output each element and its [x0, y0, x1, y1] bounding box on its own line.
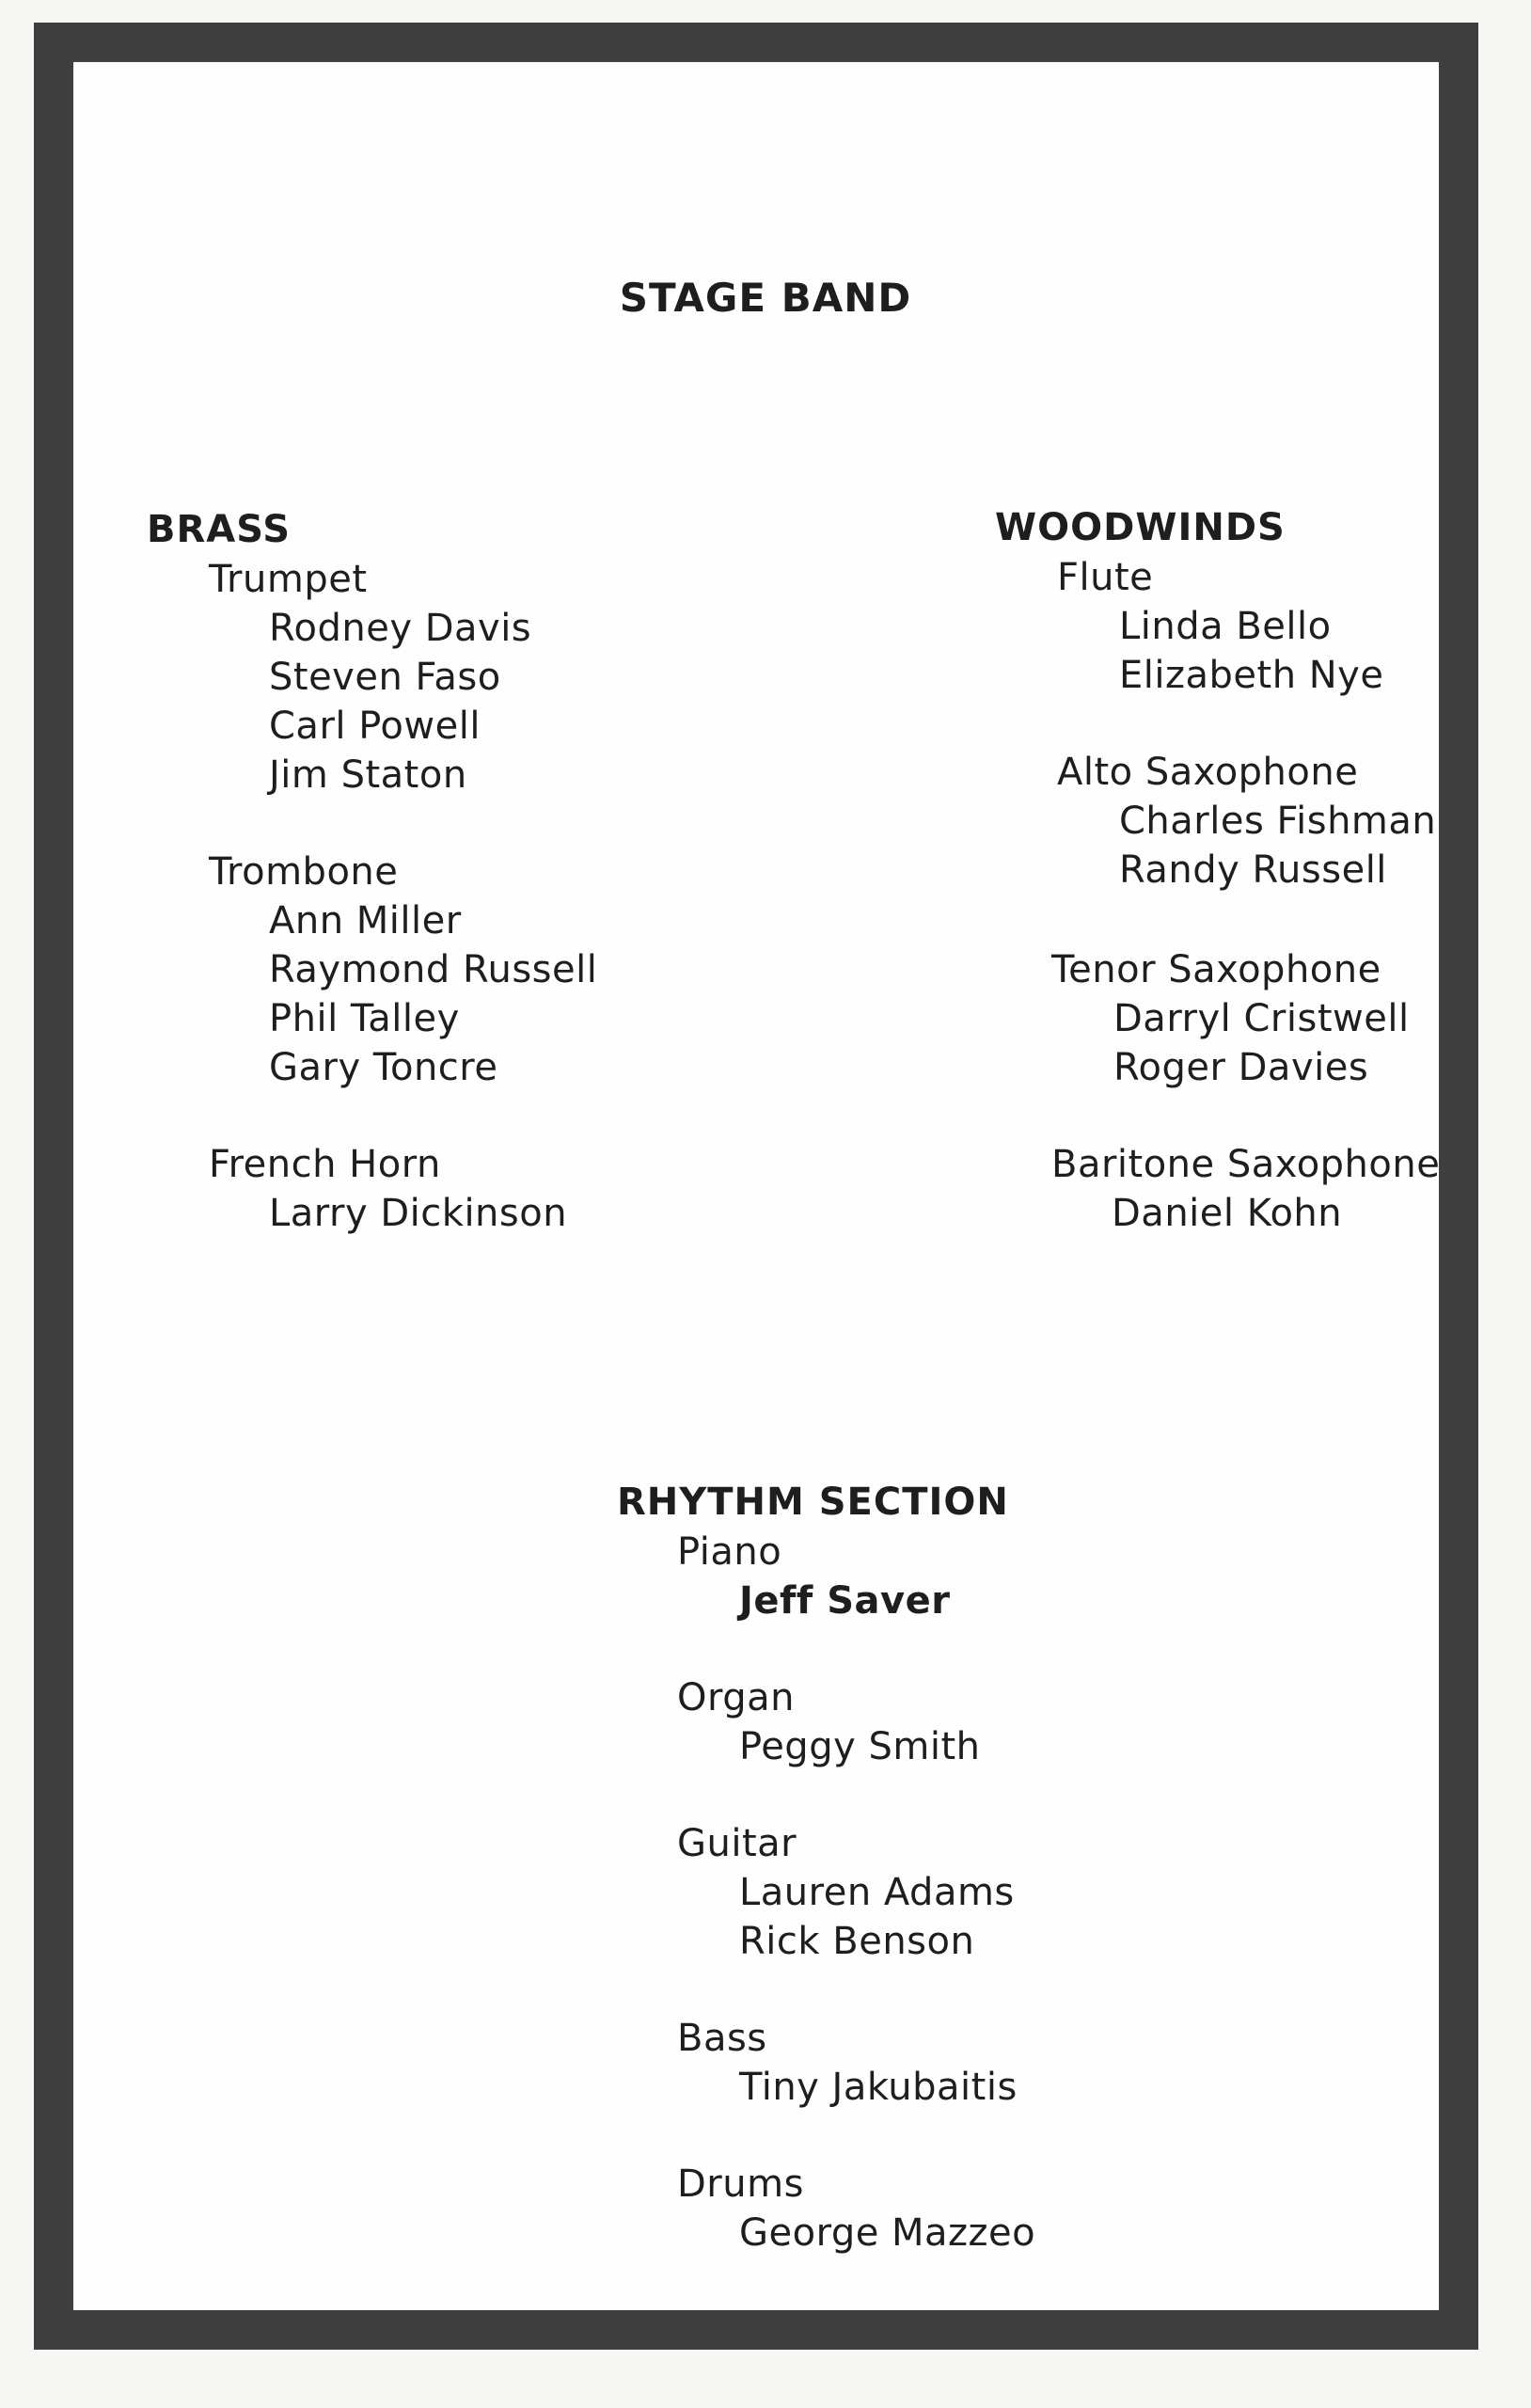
instrument-bass: Bass — [677, 2017, 767, 2060]
player-name: Jim Staton — [269, 753, 467, 797]
player-name: Daniel Kohn — [1112, 1192, 1343, 1235]
player-name: Rodney Davis — [269, 607, 532, 650]
instrument-baritone-saxophone: Baritone Saxophone — [1051, 1143, 1441, 1186]
player-name: Steven Faso — [269, 656, 501, 699]
instrument-french-horn: French Horn — [209, 1143, 441, 1186]
instrument-piano: Piano — [677, 1530, 782, 1574]
player-name: Jeff Saver — [739, 1579, 951, 1623]
player-name: Lauren Adams — [739, 1871, 1015, 1914]
instrument-flute: Flute — [1057, 556, 1154, 599]
player-name: Phil Talley — [269, 997, 460, 1040]
instrument-trumpet: Trumpet — [209, 558, 368, 601]
player-name: Randy Russell — [1119, 848, 1387, 892]
player-name: Raymond Russell — [269, 948, 598, 991]
player-name: Ann Miller — [269, 899, 462, 943]
player-name: Darryl Cristwell — [1113, 997, 1410, 1040]
brass-heading: BRASS — [147, 508, 292, 551]
rhythm-section-heading: RHYTHM SECTION — [617, 1481, 1009, 1524]
player-name: Linda Bello — [1119, 605, 1332, 648]
page-border — [34, 23, 1478, 2350]
player-name: Roger Davies — [1113, 1046, 1369, 1089]
instrument-organ: Organ — [677, 1676, 795, 1719]
player-name: Peggy Smith — [739, 1725, 981, 1768]
player-name: Rick Benson — [739, 1920, 975, 1963]
page-title: STAGE BAND — [619, 275, 912, 321]
player-name: Carl Powell — [269, 705, 481, 748]
player-name: Elizabeth Nye — [1119, 654, 1384, 697]
player-name: Gary Toncre — [269, 1046, 498, 1089]
instrument-trombone: Trombone — [209, 850, 399, 894]
instrument-tenor-saxophone: Tenor Saxophone — [1051, 948, 1381, 991]
instrument-guitar: Guitar — [677, 1822, 797, 1865]
player-name: Larry Dickinson — [269, 1192, 568, 1235]
instrument-alto-saxophone: Alto Saxophone — [1057, 751, 1359, 794]
program-page — [73, 62, 1439, 2310]
player-name: Charles Fishman — [1119, 800, 1437, 843]
player-name: George Mazzeo — [739, 2211, 1036, 2255]
player-name: Tiny Jakubaitis — [739, 2066, 1018, 2109]
instrument-drums: Drums — [677, 2162, 804, 2206]
woodwinds-heading: WOODWINDS — [995, 506, 1286, 549]
